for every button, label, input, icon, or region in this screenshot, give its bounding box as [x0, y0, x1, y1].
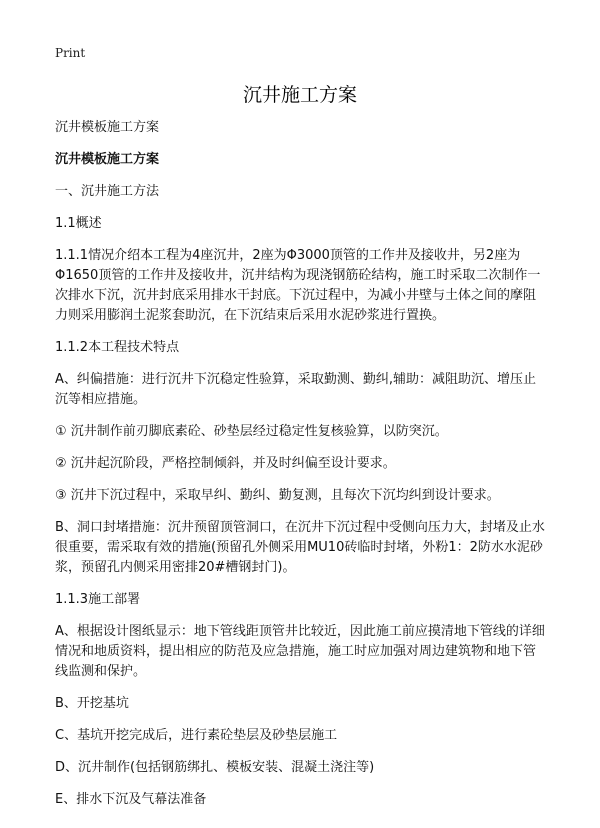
list-item: C、基坑开挖完成后，进行素砼垫层及砂垫层施工 [55, 728, 338, 743]
print-link[interactable]: Print [55, 46, 86, 60]
paragraph: A、纠偏措施：进行沉井下沉稳定性验算，采取勤测、勤纠,辅助：减阻助沉、增压止沉等相应措施。 [55, 372, 537, 407]
paragraph: 1.1.1情况介绍本工程为4座沉井，2座为Φ3000顶管的工作井及接收井，另2座为Φ1650顶管的工作井及接收井，沉井结构为现浇钢筋砼结构，施工时采取二次制作一次排水下沉，沉井封底采用排水干封底。下沉过程中，为减小井壁与土体之间的摩阻力则采用膨润土泥浆套助沉，在下沉结束后采用水泥砂浆进行置换。 [55, 248, 541, 323]
paragraph: A、根据设计图纸显示：地下管线距顶管井比较近，因此施工前应摸清地下管线的详细情况和地质资料，提出相应的防范及应急措施，施工时应加强对周边建筑物和地下管线监测和保护。 [55, 624, 545, 679]
paragraph: B、洞口封堵措施：沉井预留顶管洞口，在沉井下沉过程中受侧向压力大，封堵及止水很重要，需采取有效的措施(预留孔外侧采用MU10砖临时封堵，外粉1：2防水水泥砂浆，预留孔内侧采用密排20#槽钢封门)。 [55, 520, 545, 575]
paragraph-subtitle-bold: 沉井模板施工方案 [55, 152, 160, 167]
subsection-heading: 1.1概述 [55, 216, 102, 231]
list-item: ② 沉井起沉阶段，严格控制倾斜，并及时纠偏至设计要求。 [55, 456, 396, 471]
subsection-heading: 1.1.3施工部署 [55, 592, 141, 607]
subsection-heading: 1.1.2本工程技术特点 [55, 340, 180, 355]
section-heading: 一、沉井施工方法 [55, 184, 160, 199]
list-item: ③ 沉井下沉过程中，采取早纠、勤纠、勤复测，且每次下沉均纠到设计要求。 [55, 488, 500, 503]
list-item: E、排水下沉及气幕法准备 [55, 792, 207, 807]
list-item: D、沉井制作(包括钢筋绑扎、模板安装、混凝土浇注等) [55, 760, 375, 775]
list-item: ① 沉井制作前刃脚底素砼、砂垫层经过稳定性复核验算，以防突沉。 [55, 424, 448, 439]
document-body [55, 118, 547, 810]
document-title: 沉井施工方案 [242, 84, 357, 106]
paragraph-subtitle: 沉井模板施工方案 [55, 120, 160, 135]
list-item: B、开挖基坑 [55, 696, 129, 711]
